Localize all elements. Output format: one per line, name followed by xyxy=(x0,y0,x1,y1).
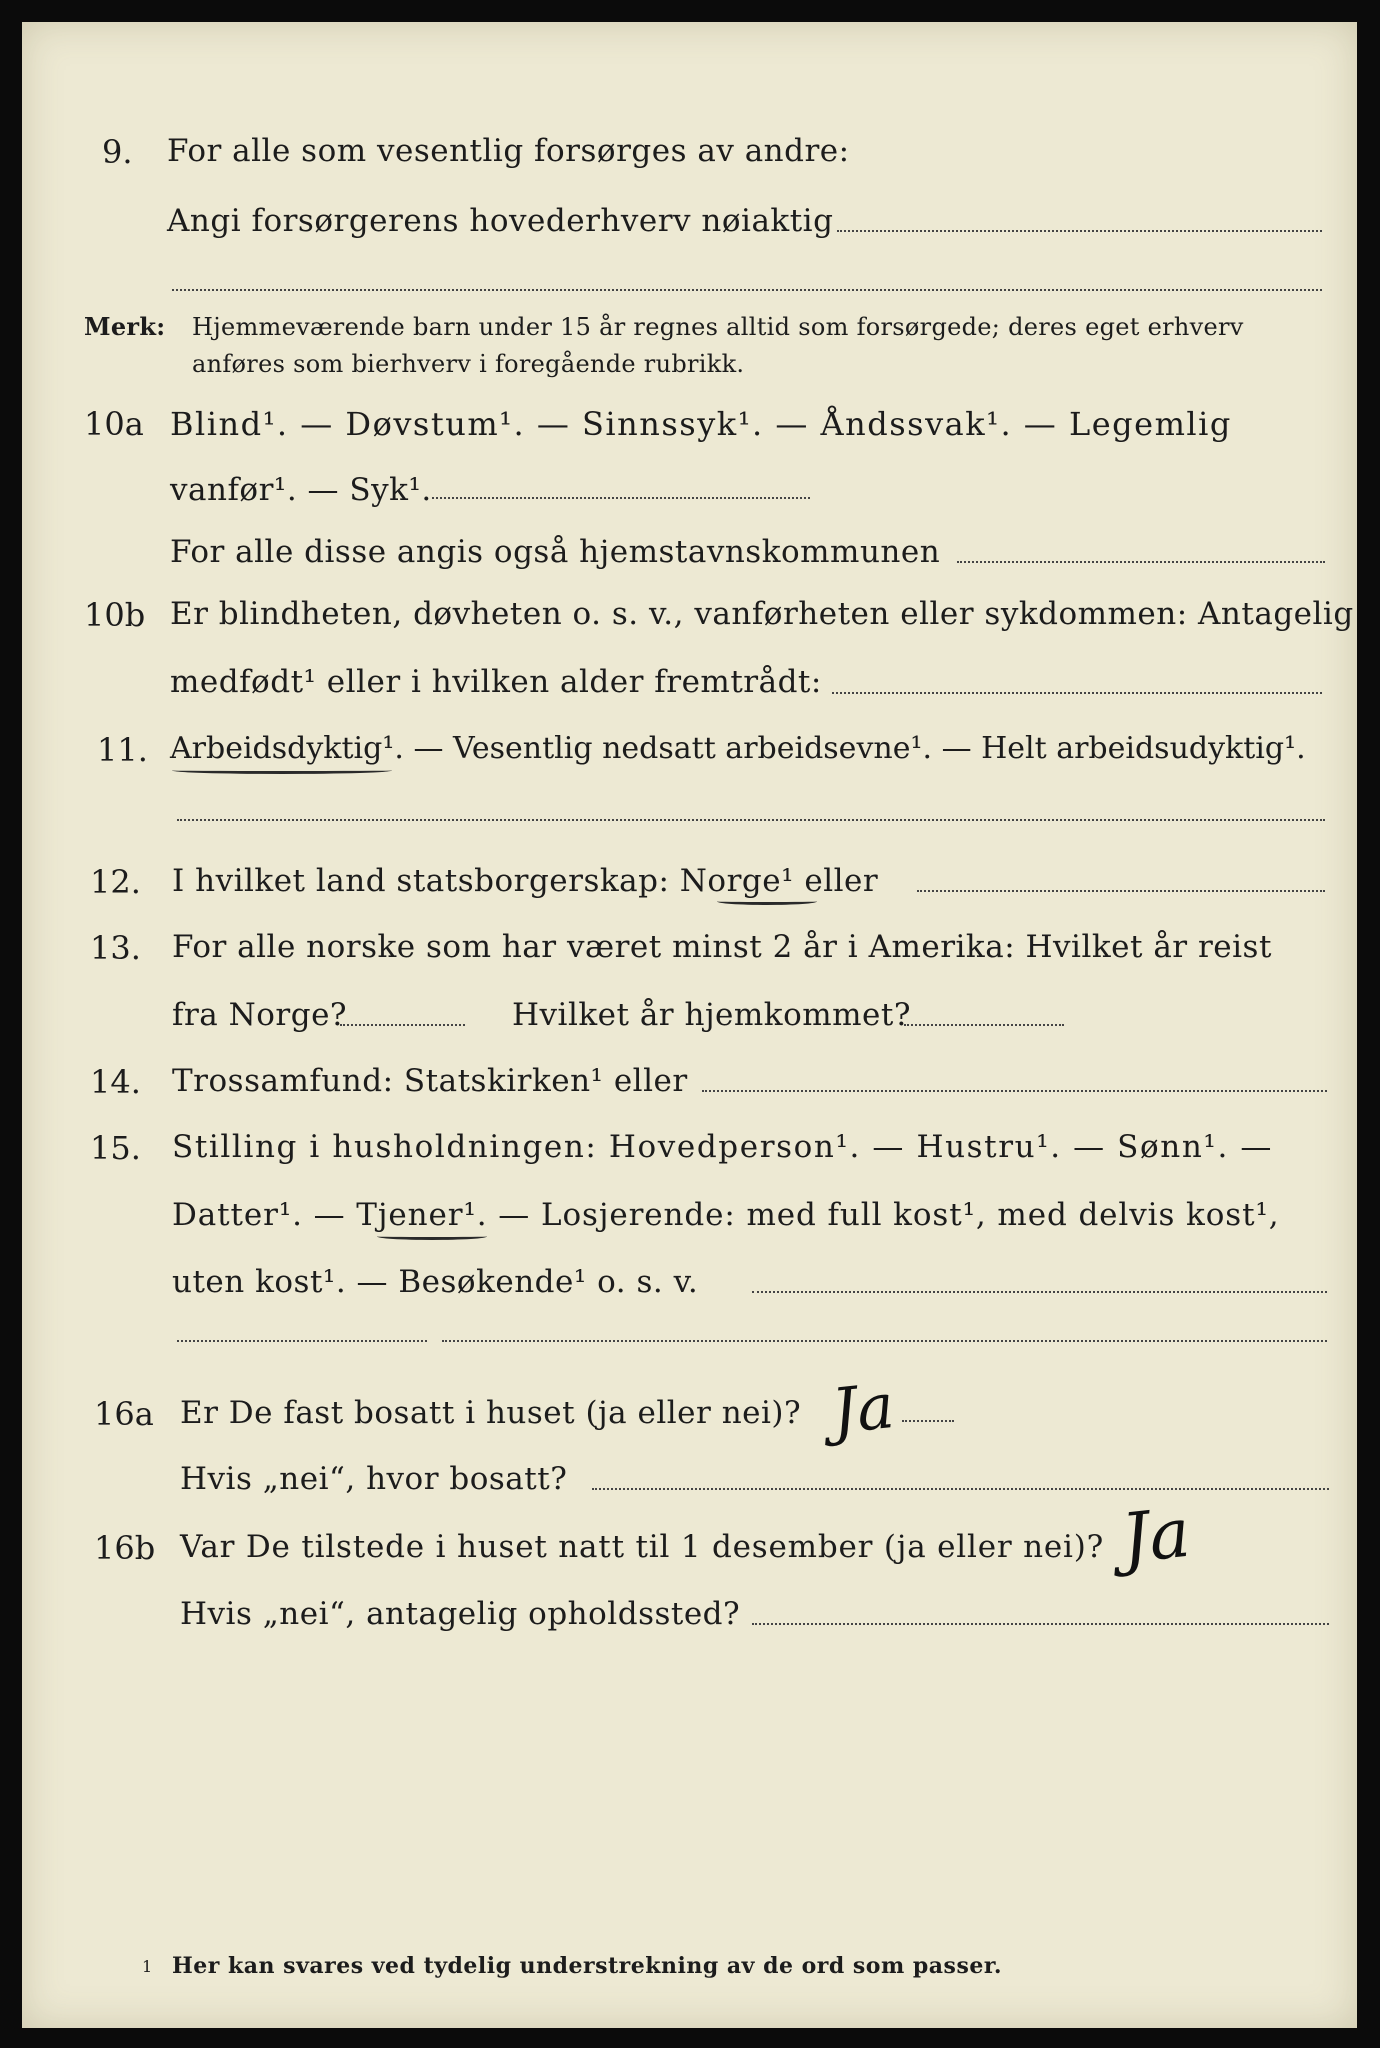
q15-number: 15. xyxy=(90,1129,141,1167)
q14-question: Trossamfund: Statskirken¹ eller xyxy=(172,1063,688,1099)
q16b-question-line2: Hvis „nei“, antagelig opholdssted? xyxy=(180,1596,741,1632)
q10a-question: Blind¹. — Døvstum¹. — Sinnssyk¹. — Åndssvak¹. — Legemlig xyxy=(170,405,1232,443)
q10a-question-line2: vanfør¹. — Syk¹. xyxy=(170,472,432,508)
q15-answer-line[interactable] xyxy=(752,1291,1327,1293)
q13-hjemkommet-line[interactable] xyxy=(904,1024,1064,1026)
q9-answer-line-2[interactable] xyxy=(172,289,1322,291)
q13-number: 13. xyxy=(90,929,141,967)
q10b-number: 10b xyxy=(84,596,146,634)
q16b-opholdssted-line[interactable] xyxy=(752,1623,1329,1625)
q14-number: 14. xyxy=(90,1063,141,1101)
q9-question: For alle som vesentlig forsørges av andre: xyxy=(167,133,850,169)
q12-question: I hvilket land statsborgerskap: Norge¹ eller xyxy=(172,863,879,899)
merk-label: Merk: xyxy=(84,312,166,341)
merk-note-line1: Hjemmeværende barn under 15 år regnes alltid som forsørgede; deres eget erhverv xyxy=(192,313,1244,341)
q16a-question-line2: Hvis „nei“, hvor bosatt? xyxy=(180,1461,568,1497)
q13-hjemkommet-label: Hvilket år hjemkommet? xyxy=(512,997,911,1033)
q11-number: 11. xyxy=(97,731,148,769)
footnote-mark: 1 xyxy=(142,1957,153,1976)
q16a-question: Er De fast bosatt i huset (ja eller nei)? xyxy=(180,1395,802,1431)
q15-extra-line-left[interactable] xyxy=(177,1340,427,1342)
q14-answer-line[interactable] xyxy=(702,1090,1327,1092)
q10a-hjemstavn-line[interactable] xyxy=(957,561,1325,563)
q10a-number: 10a xyxy=(84,405,144,443)
q13-reist-label: fra Norge? xyxy=(172,997,348,1033)
q9-answer-line[interactable] xyxy=(837,230,1322,232)
q16b-question: Var De tilstede i huset natt til 1 desember (ja eller nei)? xyxy=(180,1529,1105,1565)
q15-question-line3: uten kost¹. — Besøkende¹ o. s. v. xyxy=(172,1264,699,1300)
q15-extra-line-right[interactable] xyxy=(442,1340,1327,1342)
census-form-page xyxy=(22,22,1357,2028)
q9-question-line2: Angi forsørgerens hovederhverv nøiaktig xyxy=(167,203,834,239)
q9-number: 9. xyxy=(102,133,133,171)
q13-question: For alle norske som har været minst 2 år i Amerika: Hvilket år reist xyxy=(172,929,1272,965)
q16a-bosatt-line[interactable] xyxy=(592,1488,1329,1490)
q16a-number: 16a xyxy=(94,1395,154,1433)
q10b-answer-line[interactable] xyxy=(832,692,1322,694)
merk-note-line2: anføres som bierhverv i foregående rubrikk. xyxy=(192,350,745,378)
q16b-handwritten-answer: Ja xyxy=(1118,1493,1194,1580)
q10a-answer-line[interactable] xyxy=(432,497,810,499)
q16a-handwritten-answer: Ja xyxy=(828,1368,898,1449)
q10b-question: Er blindheten, døvheten o. s. v., vanførheten eller sykdommen: Antagelig xyxy=(170,596,1354,632)
q12-answer-line[interactable] xyxy=(917,890,1325,892)
q16a-answer-line[interactable] xyxy=(902,1420,954,1422)
tjener-underline xyxy=(377,1233,487,1240)
q11-question: Arbeidsdyktig¹. — Vesentlig nedsatt arbeidsevne¹. — Helt arbeidsudyktig¹. xyxy=(170,731,1306,766)
norge-underline xyxy=(717,898,817,905)
q15-question: Stilling i husholdningen: Hovedperson¹. — Hustru¹. — Sønn¹. — xyxy=(172,1129,1273,1165)
q10b-question-line2: medfødt¹ eller i hvilken alder fremtrådt: xyxy=(170,664,822,700)
q15-question-line2: Datter¹. — Tjener¹. — Losjerende: med full kost¹, med delvis kost¹, xyxy=(172,1197,1280,1233)
q13-reist-line[interactable] xyxy=(340,1024,465,1026)
q12-number: 12. xyxy=(90,863,141,901)
footnote-text: Her kan svares ved tydelig understrekning av de ord som passer. xyxy=(172,1953,1003,1979)
q10a-question-line3: For alle disse angis også hjemstavnskommunen xyxy=(170,534,941,570)
q11-answer-line[interactable] xyxy=(177,819,1325,821)
q16b-number: 16b xyxy=(94,1529,156,1567)
arbeidsdyktig-underline xyxy=(172,767,392,774)
